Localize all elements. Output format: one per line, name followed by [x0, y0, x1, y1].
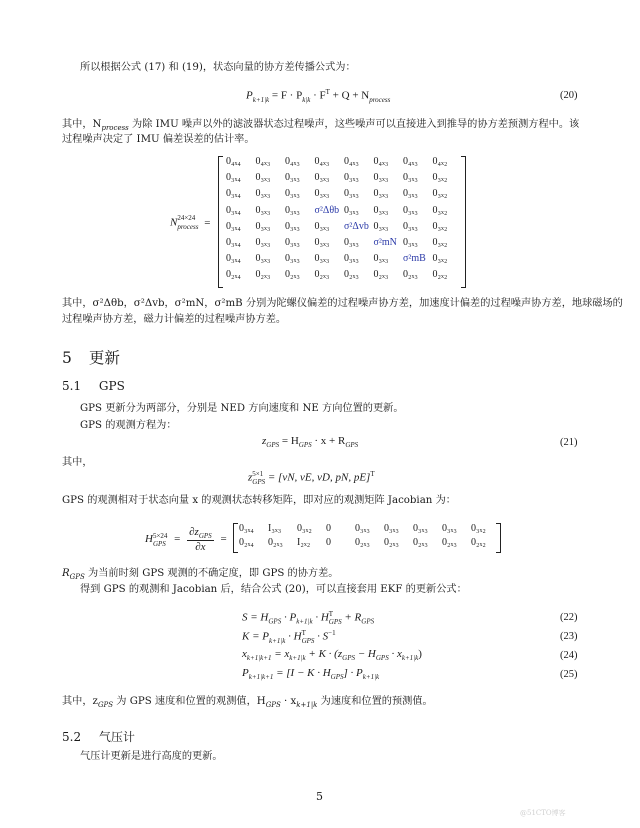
rgps-line [62, 567, 338, 584]
nmat-cell: 0₄ₓ₄ [226, 156, 241, 167]
eq20-rhs-b-sup: T [325, 88, 330, 96]
eq20-lhs-sub: k+1|k [252, 95, 270, 104]
eq25-a: P [242, 667, 249, 679]
eq25-a-sub: k+1|k+1 [248, 673, 274, 682]
nmat-cell: 0₃ₓ₂ [432, 172, 448, 184]
hmat-cell: 0₃ₓ₃ [355, 523, 370, 534]
nmat-cell: 0₃ₓ₃ [255, 172, 271, 184]
nmat-cell: 0₃ₓ₃ [403, 220, 418, 232]
eq22-c-sup: T [328, 610, 334, 618]
eq20-rhs-a-sub: k|k [302, 95, 311, 104]
eq25-b-sub: GPS [330, 673, 344, 682]
nmat-cell: 0₃ₓ₃ [255, 204, 271, 216]
hmat-fraction [187, 526, 214, 553]
eq23-c-sup: −1 [328, 629, 336, 637]
gps-paragraph-3: GPS 的观测相对于状态向量 x 的观测状态转移矩阵，即对应的观测矩阵 Jacobian 为： [62, 495, 456, 506]
nmat-cell: 0₂ₓ₃ [373, 269, 389, 281]
section-5-number: 5 [62, 349, 72, 367]
nmat-cell: 0₃ₓ₃ [344, 188, 359, 200]
nmat-cell: 0₃ₓ₃ [403, 188, 418, 200]
nmat-lhs-symbol: N [170, 216, 178, 229]
hmat-cell: 0₂ₓ₄ [239, 537, 254, 548]
section-5-1-number: 5.1 [62, 379, 82, 393]
nmat-cell: 0₃ₓ₃ [255, 253, 271, 265]
eq24-c-sub: GPS [342, 654, 355, 663]
eq22-b-sub: k+1|k [296, 617, 313, 626]
nmat-equals: = [204, 216, 211, 229]
hmat-frac-num-sub: GPS [198, 532, 212, 541]
barometer-paragraph: 气压计更新是进行高度的更新。 [80, 751, 223, 762]
equation-20-number: (20) [560, 90, 578, 101]
nmat-cell: 0₃ₓ₃ [373, 220, 389, 232]
hmat-cell: 0₃ₓ₂ [471, 523, 486, 534]
hmat-cell: 0₂ₓ₃ [384, 537, 399, 548]
section-5-title: 更新 [88, 349, 120, 367]
intro-line: 所以根据公式 (17) 和 (19)，状态向量的协方差传播公式为： [80, 62, 356, 73]
nmat-cell: 0₃ₓ₄ [226, 253, 241, 265]
nmat-cell: 0₃ₓ₃ [373, 253, 389, 265]
section-5-2-title: 气压计 [98, 730, 135, 744]
nmat-cell: 0₃ₓ₃ [344, 204, 359, 216]
para1-text-a: 其中，N [62, 119, 102, 130]
nmat-cell: 0₃ₓ₃ [314, 253, 330, 265]
equation-22 [242, 610, 374, 626]
eq20-rhs-c: + Q + N [329, 89, 370, 102]
equation-25-number: (25) [560, 669, 578, 680]
zvec-rhs: = [vN, vE, vD, pN, pE] [265, 471, 371, 484]
nmat-cell: 0₃ₓ₃ [403, 172, 418, 184]
nmat-cell: 0₃ₓ₃ [255, 237, 271, 248]
nmat-cell: 0₃ₓ₂ [432, 188, 448, 200]
hmat-cell: 0 [326, 523, 331, 534]
nmat-cell: 0₃ₓ₄ [226, 188, 241, 200]
nmat-cell: 0₂ₓ₃ [314, 269, 330, 281]
nmat-cell: 0₃ₓ₃ [285, 237, 300, 248]
hmat-cell: 0₂ₓ₃ [268, 537, 283, 548]
zvec-sup: T [370, 470, 375, 478]
equation-24 [242, 648, 422, 662]
section-5-1-heading [62, 379, 125, 393]
hmat-cell: 0₃ₓ₃ [442, 523, 457, 534]
equation-21 [262, 435, 358, 449]
eq20-lhs: P [246, 89, 253, 102]
nmat-cell: 0₃ₓ₄ [226, 220, 241, 232]
process-noise-matrix [218, 156, 466, 288]
section-5-1-title: GPS [98, 379, 125, 393]
eq21-z: z [262, 435, 267, 447]
nmat-cell: 0₃ₓ₃ [344, 172, 359, 184]
nmat-cell: 0₃ₓ₃ [373, 204, 389, 216]
rgps-text: 为当前时刻 GPS 观测的不确定度，即 GPS 的协方差。 [84, 568, 339, 579]
where-line-1: 其中， [62, 457, 93, 468]
zvec-lhs-sub: GPS [252, 478, 266, 487]
eq20-rhs-b: · F [310, 89, 326, 102]
eq23-a: K = P [242, 630, 269, 643]
nmat-cell: 0₃ₓ₃ [314, 237, 330, 248]
eq25-c-sub: k+1|k [362, 673, 380, 682]
equation-23-number: (23) [560, 631, 578, 642]
zvec-lhs-sup: 5×1 [252, 470, 264, 479]
para1-sub: process [101, 124, 129, 133]
nmat-cell: 0₄ₓ₃ [285, 156, 300, 167]
hmat-lhs-symbol: H [145, 533, 153, 546]
hmat-left-bracket [233, 523, 238, 553]
where2-b: 为 GPS 速度和位置的观测值，H [113, 696, 266, 707]
where2-a-sub: GPS [97, 701, 114, 710]
eq22-b: · P [281, 611, 297, 624]
nmat-cell: 0₃ₓ₂ [432, 220, 448, 232]
nmat-cell: 0₃ₓ₃ [285, 172, 300, 184]
nmat-lhs [170, 214, 210, 232]
hmat-cell: I₂ₓ₂ [297, 537, 311, 548]
eq24-e: · x [388, 648, 402, 660]
nmat-cell: 0₃ₓ₃ [373, 172, 389, 184]
nmat-cell: 0₃ₓ₄ [226, 237, 241, 248]
hmat-lhs-sup: 5×24 [152, 531, 168, 540]
hmat-lhs-sub: GPS [152, 539, 166, 548]
nmat-cell: 0₃ₓ₄ [226, 172, 241, 184]
eq20-rhs-c-sub: process [369, 95, 391, 104]
eq22-a-sub: GPS [268, 617, 282, 626]
hmat-cell: 0₂ₓ₃ [442, 537, 457, 548]
nmat-cell: 0₃ₓ₃ [314, 172, 330, 184]
hmat-cell: 0 [326, 537, 331, 548]
nmat-cell: 0₂ₓ₂ [432, 269, 448, 281]
eq22-c: · H [312, 611, 329, 624]
section-5-2-number: 5.2 [62, 730, 82, 744]
nmat-cell: 0₃ₓ₃ [255, 188, 271, 200]
paragraph-2-line-2: 过程噪声协方差，磁力计偏差的过程噪声协方差。 [62, 314, 287, 325]
nmat-cell: σ²Δθb [314, 204, 340, 216]
nmat-cell: 0₃ₓ₃ [314, 188, 330, 200]
hmat-cell: 0₃ₓ₄ [239, 523, 254, 534]
nmat-cell: 0₄ₓ₃ [314, 156, 330, 167]
eq24-c: + K · (z [305, 648, 343, 660]
nmat-cell: 0₃ₓ₃ [285, 220, 300, 232]
nmat-cell: 0₂ₓ₃ [344, 269, 359, 281]
nmat-cell: 0₃ₓ₃ [373, 188, 389, 200]
equation-21-number: (21) [560, 437, 578, 448]
nmat-cell: 0₃ₓ₂ [432, 204, 448, 216]
paragraph-1-line-2: 过程噪声决定了 IMU 偏差误差的估计率。 [62, 134, 255, 145]
eq24-d: − H [354, 648, 376, 660]
equation-20 [246, 88, 390, 104]
gps-paragraph-2: GPS 的观测方程为： [80, 420, 177, 431]
matrix-left-bracket [218, 156, 223, 288]
where2-d: 为速度和位置的预测值。 [317, 696, 433, 707]
nmat-lhs-sub: process [177, 223, 199, 231]
nmat-cell: 0₃ₓ₃ [285, 253, 300, 265]
nmat-cell: 0₃ₓ₂ [432, 237, 448, 248]
section-5-heading [62, 346, 120, 368]
nmat-cell: 0₃ₓ₃ [403, 204, 418, 216]
nmat-cell: 0₃ₓ₃ [403, 237, 418, 248]
eq25-b: = [I − K · H [273, 667, 331, 679]
eq21-rest: · x + R [311, 435, 346, 447]
eq24-b-sub: k+1|k [289, 654, 306, 663]
eq20-rhs-a: = F · P [269, 89, 303, 102]
nmat-lhs-sup: 24×24 [177, 214, 196, 222]
nmat-cell: σ²mB [403, 253, 426, 265]
eq23-b-sup: T [301, 629, 306, 638]
gps-jacobian-matrix [233, 523, 501, 553]
ekf-intro-line: 得到 GPS 的观测和 Jacobian 后，结合公式 (20)，可以直接套用 EKF 的更新公式： [80, 584, 467, 595]
eq23-b: · H [285, 630, 302, 643]
where2-c: · x [280, 696, 297, 707]
nmat-cell: 0₃ₓ₃ [344, 237, 359, 248]
hmat-frac-den: ∂x [195, 541, 206, 554]
hmat-lhs: H 5×24 GPS = $\partial z_{GPS}$ ∂x = [145, 526, 227, 554]
eq22-a: S = H [242, 611, 269, 624]
hmat-cell: 0₂ₓ₂ [471, 537, 486, 548]
nmat-cell: 0₃ₓ₂ [432, 253, 448, 265]
eq23-b-sub: GPS [301, 637, 315, 646]
where2-b-sub: GPS [265, 701, 281, 710]
nmat-cell: 0₄ₓ₃ [373, 156, 389, 167]
section-5-2-heading [62, 728, 135, 745]
equation-23 [242, 629, 336, 645]
rgps-sub: GPS [69, 573, 85, 582]
where-line-2 [62, 695, 433, 712]
para1-text-b: 为除 IMU 噪声以外的滤波器状态过程噪声，这些噪声可以直接进入到推导的协方差预测方程中。该 [128, 119, 580, 130]
nmat-cell: 0₂ₓ₃ [255, 269, 271, 281]
where2-c-sub: k+1|k [296, 701, 318, 710]
eq24-d-sub: GPS [375, 654, 389, 663]
eq24-f: ) [418, 648, 422, 660]
eq22-c-sub: GPS [328, 618, 342, 626]
equation-24-number: (24) [560, 650, 578, 661]
page-number: 5 [316, 790, 323, 803]
where2-a: 其中，z [62, 696, 98, 707]
nmat-cell: σ²mN [373, 237, 397, 248]
eq21-z-sub: GPS [266, 441, 280, 450]
eq21-h: = H [279, 435, 299, 447]
nmat-cell: 0₃ₓ₄ [226, 204, 241, 216]
zvec-lhs: z [248, 471, 253, 484]
gps-paragraph-1: GPS 更新分为两部分，分别是 NED 方向速度和 NE 方向位置的更新。 [80, 403, 404, 414]
hmat-cell: 0₃ₓ₃ [413, 523, 428, 534]
watermark: @51CTO博客 [520, 809, 566, 817]
nmat-cell: 0₄ₓ₂ [432, 156, 448, 167]
eq21-h-sub: GPS [298, 441, 312, 450]
eq24-b: = x [271, 648, 290, 660]
hmat-cell: 0₃ₓ₂ [297, 523, 312, 534]
hmat-cell: 0₂ₓ₃ [413, 537, 428, 548]
eq24-a: x [242, 648, 247, 660]
nmat-cell: 0₃ₓ₃ [285, 204, 300, 216]
nmat-cell: 0₃ₓ₃ [314, 220, 330, 232]
z-vector-equation [248, 470, 375, 486]
paragraph-2-line-1: 其中，σ²Δθb，σ²Δvb，σ²mN，σ²mB 分别为陀螺仪偏差的过程噪声协方差，加速度计偏差的过程噪声协方差，地球磁场的 [62, 298, 623, 309]
eq21-r-sub: GPS [345, 441, 359, 450]
nmat-cell: 0₃ₓ₃ [255, 220, 271, 232]
nmat-cell: 0₃ₓ₃ [285, 188, 300, 200]
nmat-cell: σ²Δvb [344, 220, 369, 232]
eq25-c: ] · P [343, 667, 363, 679]
equation-25 [242, 667, 379, 681]
nmat-cell: 0₄ₓ₃ [255, 156, 271, 167]
eq23-a-sub: k+1|k [268, 636, 286, 645]
nmat-cell: 0₂ₓ₃ [403, 269, 418, 281]
nmat-cell: 0₄ₓ₃ [344, 156, 359, 167]
equation-22-number: (22) [560, 612, 578, 623]
eq23-c: · S [314, 630, 329, 643]
hmat-cell: I₃ₓ₃ [268, 523, 282, 534]
hmat-cell: 0₂ₓ₃ [355, 537, 370, 548]
nmat-cell: 0₂ₓ₃ [285, 269, 300, 281]
nmat-cell: 0₃ₓ₃ [344, 253, 359, 265]
eq24-e-sub: k+1|k [401, 654, 419, 663]
eq22-d-sub: GPS [361, 617, 375, 626]
hmat-cell: 0₃ₓ₃ [384, 523, 399, 534]
rgps-symbol: R [62, 568, 70, 579]
eq22-d: + R [341, 611, 362, 624]
nmat-cell: 0₄ₓ₃ [403, 156, 418, 167]
hmat-frac-num: ∂z [189, 526, 199, 538]
nmat-cell: 0₂ₓ₄ [226, 269, 241, 281]
eq24-a-sub: k+1|k+1 [246, 654, 272, 663]
